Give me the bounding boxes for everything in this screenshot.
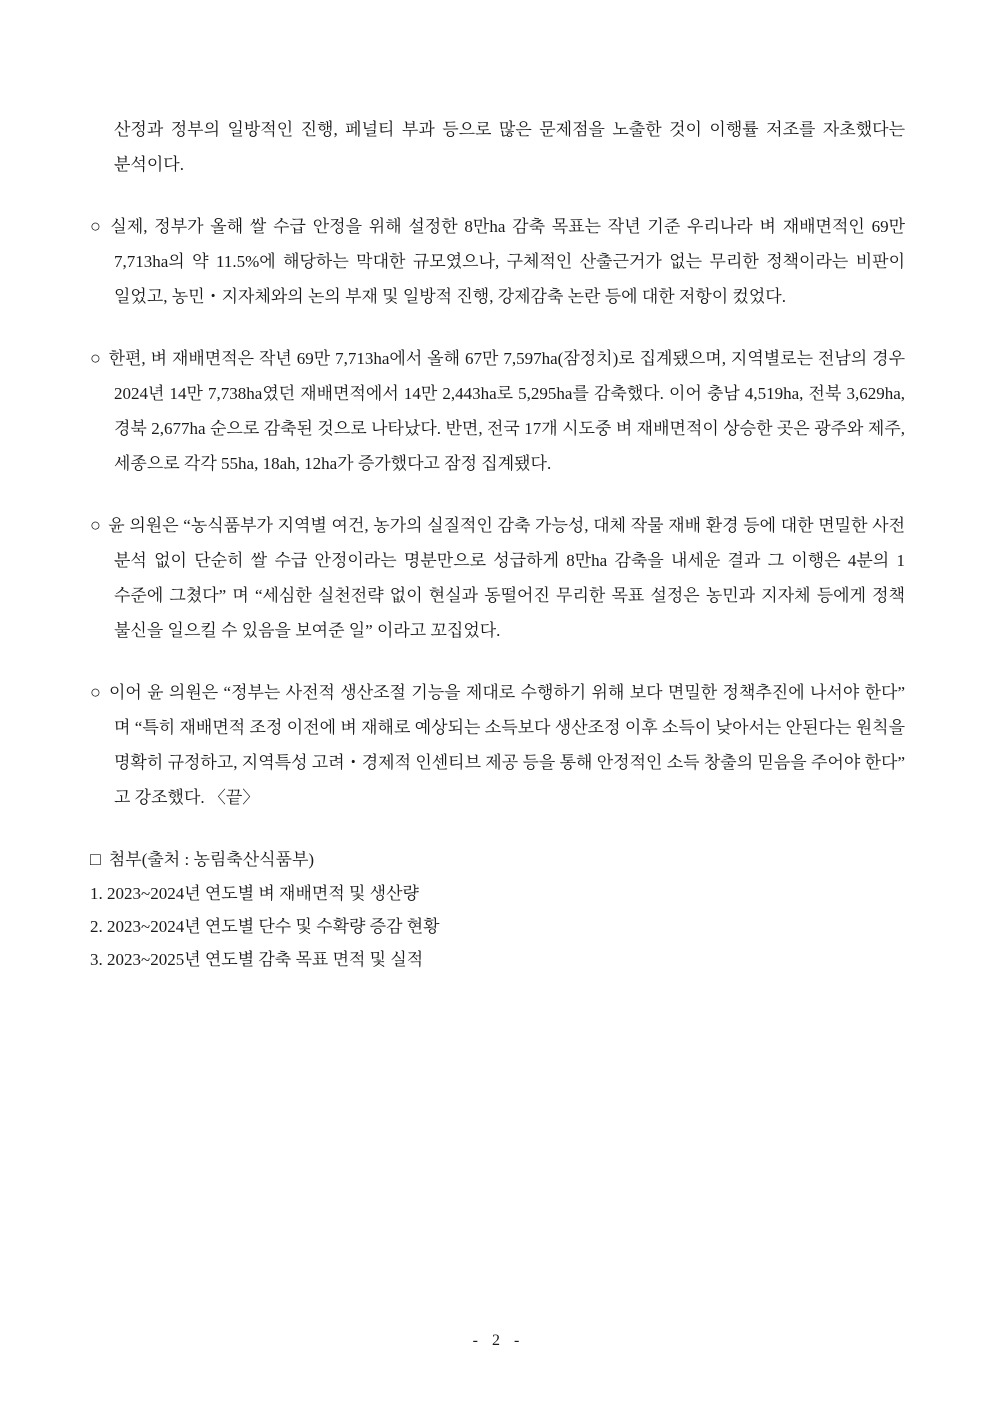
attachment-header — [90, 842, 905, 877]
circle-bullet-icon: ○ — [90, 348, 102, 368]
attachment-section — [90, 842, 905, 976]
attachment-header-text: 첨부(출처 : 농림축산식품부) — [108, 850, 315, 869]
paragraph-text: 한편, 벼 재배면적은 작년 69만 7,713ha에서 올해 67만 7,597ha(잠정치)로 집계됐으며, 지역별로는 전남의 경우 2024년 14만 7,738ha였던 재배면적에서 14만 2,443ha로 5,295ha를 감축했다. 이어 충남 4,519ha, 전북 3,629ha, 경북 2,677ha 순으로 감축된 것으로 나타났다. 반면, 전국 17개 시도중 벼 재배면적이 상승한 곳은 광주와 제주, 세종으로 각각 55ha, 18ah, 12ha가 증가했다고 잠정 집계됐다. — [108, 349, 905, 473]
attachment-item-2: 2. 2023~2024년 연도별 단수 및 수확량 증감 현황 — [90, 917, 440, 936]
square-bullet-icon: □ — [90, 849, 101, 869]
paragraph-1 — [90, 209, 905, 314]
circle-bullet-icon: ○ — [90, 216, 104, 236]
paragraph-4 — [90, 675, 905, 815]
paragraph-text: 산정과 정부의 일방적인 진행, 페널티 부과 등으로 많은 문제점을 노출한 것이 이행률 저조를 자초했다는 분석이다. — [114, 120, 905, 174]
attachment-item-1: 1. 2023~2024년 연도별 벼 재배면적 및 생산량 — [90, 884, 419, 903]
attachment-item-3: 3. 2023~2025년 연도별 감축 목표 면적 및 실적 — [90, 950, 424, 969]
paragraph-text: 윤 의원은 “농식품부가 지역별 여건, 농가의 실질적인 감축 가능성, 대체 작물 재배 환경 등에 대한 면밀한 사전 분석 없이 단순히 쌀 수급 안정이라는 명분만으로 성급하게 8만ha 감축을 내세운 결과 그 이행은 4분의 1 수준에 그쳤다” 며 “세심한 실천전략 없이 현실과 동떨어진 무리한 목표 설정은 농민과 지자체 등에게 정책 불신을 일으킬 수 있음을 보여준 일” 이라고 꼬집었다. — [108, 516, 905, 640]
paragraph-2 — [90, 341, 905, 481]
circle-bullet-icon: ○ — [90, 682, 102, 702]
paragraph-text: 실제, 정부가 올해 쌀 수급 안정을 위해 설정한 8만ha 감축 목표는 작년 기준 우리나라 벼 재배면적인 69만 7,713ha의 약 11.5%에 해당하는 막대한 규모였으나, 구체적인 산출근거가 없는 무리한 정책이라는 비판이 일었고, 농민・지자체와의 논의 부재 및 일방적 진행, 강제감축 논란 등에 대한 저항이 컸었다. — [110, 217, 905, 306]
paragraph-text: 이어 윤 의원은 “정부는 사전적 생산조절 기능을 제대로 수행하기 위해 보다 면밀한 정책추진에 나서야 한다” 며 “특히 재배면적 조정 이전에 벼 재해로 예상되는 소득보다 생산조정 이후 소득이 낮아서는 안된다는 원칙을 명확히 규정하고, 지역특성 고려・경제적 인센티브 제공 등을 통해 안정적인 소득 창출의 믿음을 주어야 한다” 고 강조했다. 〈끝〉 — [108, 683, 905, 807]
paragraph-3 — [90, 508, 905, 648]
paragraph-continuation — [90, 112, 905, 182]
document-body — [90, 112, 905, 976]
circle-bullet-icon: ○ — [90, 515, 102, 535]
page-number: - 2 - — [472, 1332, 520, 1349]
